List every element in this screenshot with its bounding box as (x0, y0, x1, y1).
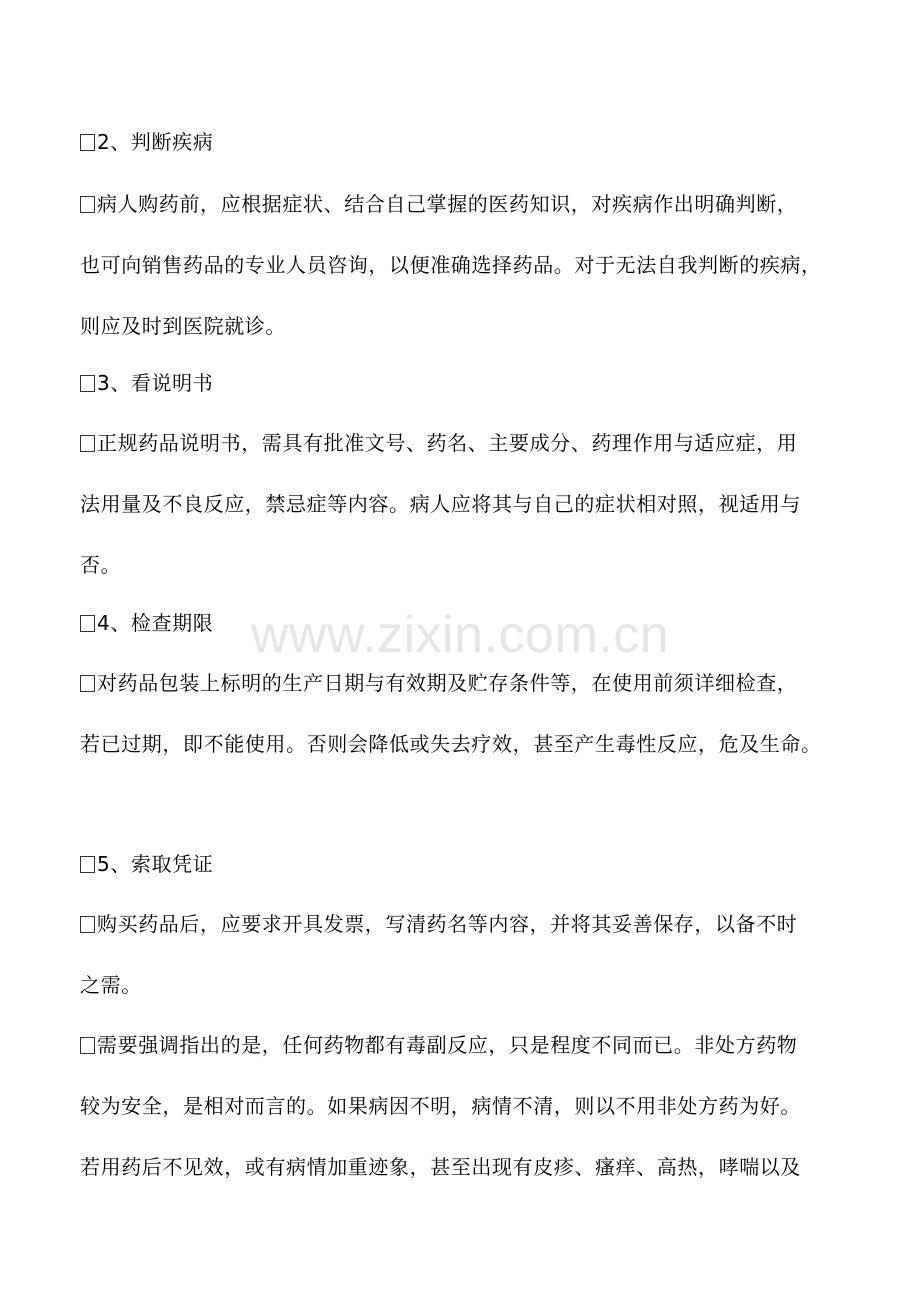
paragraph-line (80, 668, 870, 698)
box-glyph (80, 375, 95, 392)
line-text: 病人购药前，应根据症状、结合自己掌握的医药知识，对疾病作出明确判断， (97, 192, 798, 216)
line-text: 若已过期，即不能使用。否则会降低或失去疗效，甚至产生毒性反应，危及生命。 (80, 732, 822, 756)
line-text: 法用量及不良反应，禁忌症等内容。病人应将其与自己的症状相对照，视适用与 (80, 492, 801, 516)
heading-check-expiry (80, 608, 870, 638)
box-glyph (80, 435, 95, 452)
line-text: 之需。 (80, 973, 142, 997)
paragraph-line (80, 489, 870, 519)
paragraph-line (80, 311, 870, 341)
heading-read-instructions (80, 368, 870, 398)
paragraph-line (80, 250, 870, 280)
line-text: 3、看说明书 (97, 371, 214, 395)
paragraph-line (80, 550, 870, 580)
paragraph-line (80, 970, 870, 1000)
heading-judge-disease (80, 127, 870, 157)
line-text: 4、检查期限 (97, 611, 214, 635)
line-text: 较为安全，是相对而言的。如果病因不明，病情不清，则以不用非处方药为好。 (80, 1094, 801, 1118)
line-text: 需要强调指出的是，任何药物都有毒副反应，只是程度不同而已。非处方药物 (97, 1033, 798, 1057)
line-text: 则应及时到医院就诊。 (80, 314, 286, 338)
box-glyph (80, 675, 95, 692)
box-glyph (80, 856, 95, 873)
box-glyph (80, 916, 95, 933)
line-text: 正规药品说明书，需具有批准文号、药名、主要成分、药理作用与适应症，用 (97, 431, 798, 455)
box-glyph (80, 615, 95, 632)
paragraph-line (80, 428, 870, 458)
paragraph-line (80, 909, 870, 939)
heading-obtain-receipt (80, 849, 870, 879)
line-text: 对药品包装上标明的生产日期与有效期及贮存条件等，在使用前须详细检查， (97, 671, 798, 695)
paragraph-line (80, 1030, 870, 1060)
paragraph-line (80, 729, 870, 759)
paragraph-line (80, 189, 870, 219)
watermark: www.zixin.com.cn (250, 606, 670, 664)
box-glyph (80, 1037, 95, 1054)
line-text: 购买药品后，应要求开具发票，写清药名等内容，并将其妥善保存，以备不时 (97, 912, 798, 936)
box-glyph (80, 134, 95, 151)
line-text: 2、判断疾病 (97, 130, 214, 154)
paragraph-line (80, 1152, 870, 1182)
paragraph-line (80, 1091, 870, 1121)
box-glyph (80, 196, 95, 213)
line-text: 否。 (80, 553, 122, 577)
line-text: 5、索取凭证 (97, 852, 214, 876)
line-text: 也可向销售药品的专业人员咨询，以便准确选择药品。对于无法自我判断的疾病， (80, 253, 822, 277)
line-text: 若用药后不见效，或有病情加重迹象，甚至出现有皮疹、瘙痒、高热，哮喘以及 (80, 1155, 801, 1179)
